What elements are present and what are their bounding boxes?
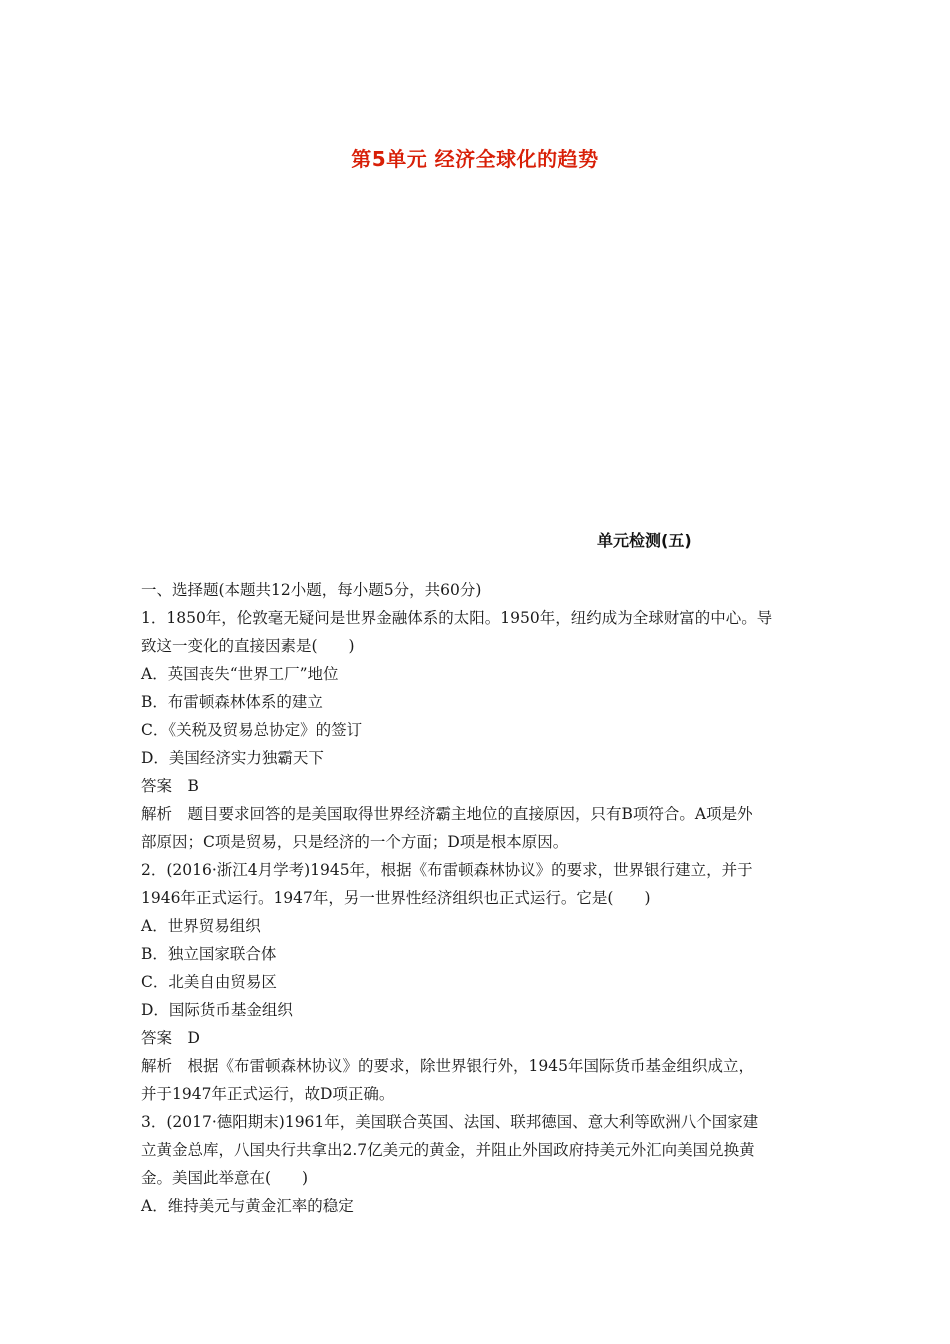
question-1-option-c: C．《关税及贸易总协定》的签订 (141, 721, 363, 739)
question-2-stem-line-1: 2．(2016·浙江4月学考)1945年，根据《布雷顿森林协议》的要求，世界银行建立，并于 (141, 861, 753, 879)
question-3-stem-line-2: 立黄金总库，八国央行共拿出2.7亿美元的黄金，并阻止外国政府持美元外汇向美国兑换黄 (141, 1141, 755, 1159)
question-1-answer: 答案 B (141, 777, 199, 795)
section-heading: 一、选择题(本题共12小题，每小题5分，共60分) (141, 581, 482, 599)
question-1-stem-line-1: 1．1850年，伦敦毫无疑问是世界金融体系的太阳。1950年，纽约成为全球财富的中心。导 (141, 609, 773, 627)
question-2-stem-line-2: 1946年正式运行。1947年，另一世界性经济组织也正式运行。它是( ) (141, 889, 651, 907)
question-1-analysis-line-2: 部原因；C项是贸易，只是经济的一个方面；D项是根本原因。 (141, 833, 569, 851)
question-2-answer: 答案 D (141, 1029, 200, 1047)
question-2-option-c: C．北美自由贸易区 (141, 973, 277, 991)
question-1-analysis-line-1: 解析 题目要求回答的是美国取得世界经济霸主地位的直接原因，只有B项符合。A项是外 (141, 805, 753, 823)
question-2-option-d: D．国际货币基金组织 (141, 1001, 293, 1019)
test-title: 单元检测(五) (597, 531, 692, 550)
question-3-stem-line-1: 3．(2017·德阳期末)1961年，美国联合英国、法国、联邦德国、意大利等欧洲八个国家建 (141, 1113, 759, 1131)
unit-title: 第5单元 经济全球化的趋势 (351, 147, 599, 171)
question-2-analysis-line-2: 并于1947年正式运行，故D项正确。 (141, 1085, 395, 1103)
question-1-option-a: A．英国丧失“世界工厂”地位 (141, 665, 339, 683)
question-1-option-b: B．布雷顿森林体系的建立 (141, 693, 323, 711)
question-2-option-b: B．独立国家联合体 (141, 945, 277, 963)
question-1-option-d: D．美国经济实力独霸天下 (141, 749, 324, 767)
question-1-stem-line-2: 致这一变化的直接因素是( ) (141, 637, 355, 655)
question-content (141, 576, 813, 1220)
question-3-stem-line-3: 金。美国此举意在( ) (141, 1169, 309, 1187)
question-2-analysis-line-1: 解析 根据《布雷顿森林协议》的要求，除世界银行外，1945年国际货币基金组织成立， (141, 1057, 754, 1075)
question-3-option-a: A．维持美元与黄金汇率的稳定 (141, 1197, 354, 1215)
question-2-option-a: A．世界贸易组织 (141, 917, 261, 935)
